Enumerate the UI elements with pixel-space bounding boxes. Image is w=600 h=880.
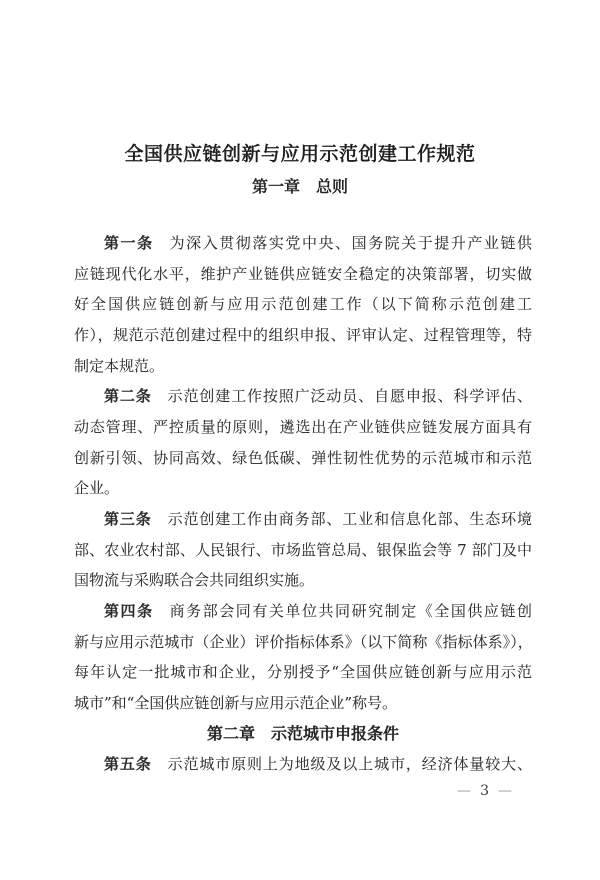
document-line <box>74 412 532 443</box>
article-number: 第一条 <box>104 234 154 252</box>
document-line <box>74 688 532 719</box>
document-line <box>74 381 532 412</box>
line-text: 应链现代化水平，维护产业链供应链安全稳定的决策部署，切实做 <box>74 264 532 283</box>
article-number: 第二条 <box>104 387 152 406</box>
line-text: 示范城市原则上为地级及以上城市，经济体量较大、 <box>167 755 532 774</box>
document-line <box>74 657 532 688</box>
document-line <box>74 443 532 474</box>
page-number-dash-right: — <box>498 783 512 799</box>
chapter-1-heading: 第一章 总则 <box>251 177 348 196</box>
page-number <box>457 781 512 801</box>
line-text: 动态管理、严控质量的原则，遴选出在产业链供应链发展方面具有 <box>74 417 532 436</box>
document-line <box>74 749 532 780</box>
document-line <box>74 289 532 320</box>
document-line <box>74 504 532 535</box>
page-number-dash-left: — <box>457 783 472 799</box>
line-text: 商务部会同有关单位共同研究制定《全国供应链创 <box>169 601 532 620</box>
article-number: 第五条 <box>104 755 152 774</box>
document-line <box>74 535 532 566</box>
line-text: 企业。 <box>74 479 120 498</box>
line-text: 国物流与采购联合会共同组织实施。 <box>74 571 315 590</box>
chapter-2-heading: 第二章 示范城市申报条件 <box>206 723 399 743</box>
page-number-value: 3 <box>480 783 489 799</box>
document-line <box>74 228 532 259</box>
document-line <box>74 627 532 658</box>
line-text: 示范创建工作由商务部、工业和信息化部、生态环境 <box>167 509 532 528</box>
document-line <box>74 351 532 382</box>
document-line <box>74 596 532 627</box>
document-line <box>74 473 532 504</box>
line-text: 新与应用示范城市（企业）评价指标体系》（以下简称《指标体系》）， <box>74 632 532 651</box>
document-title: 全国供应链创新与应用示范创建工作规范 <box>124 143 476 165</box>
line-text: 部、农业农村部、人民银行、市场监管总局、银保监会等 7 部门及中 <box>74 540 532 559</box>
document-body <box>74 228 532 780</box>
document-line <box>74 259 532 290</box>
article-number: 第三条 <box>104 509 152 528</box>
line-text: 示范创建工作按照广泛动员、自愿申报、科学评估、 <box>167 387 532 406</box>
article-number: 第四条 <box>104 601 154 620</box>
line-text: 为深入贯彻落实党中央、国务院关于提升产业链供 <box>169 234 532 252</box>
document-line <box>74 565 532 596</box>
line-text: 制定本规范。 <box>74 356 165 375</box>
line-text: 城市”和“全国供应链创新与应用示范企业”称号。 <box>74 693 398 712</box>
line-text: 作），规范示范创建过程中的组织申报、评审认定、过程管理等，特 <box>74 325 532 344</box>
line-text: 每年认定一批城市和企业，分别授予“全国供应链创新与应用示范 <box>74 663 532 682</box>
document-line <box>74 320 532 351</box>
line-text: 好全国供应链创新与应用示范创建工作（以下简称示范创建工 <box>74 295 532 314</box>
line-text: 创新引领、协同高效、绿色低碳、弹性韧性优势的示范城市和示范 <box>74 448 532 467</box>
